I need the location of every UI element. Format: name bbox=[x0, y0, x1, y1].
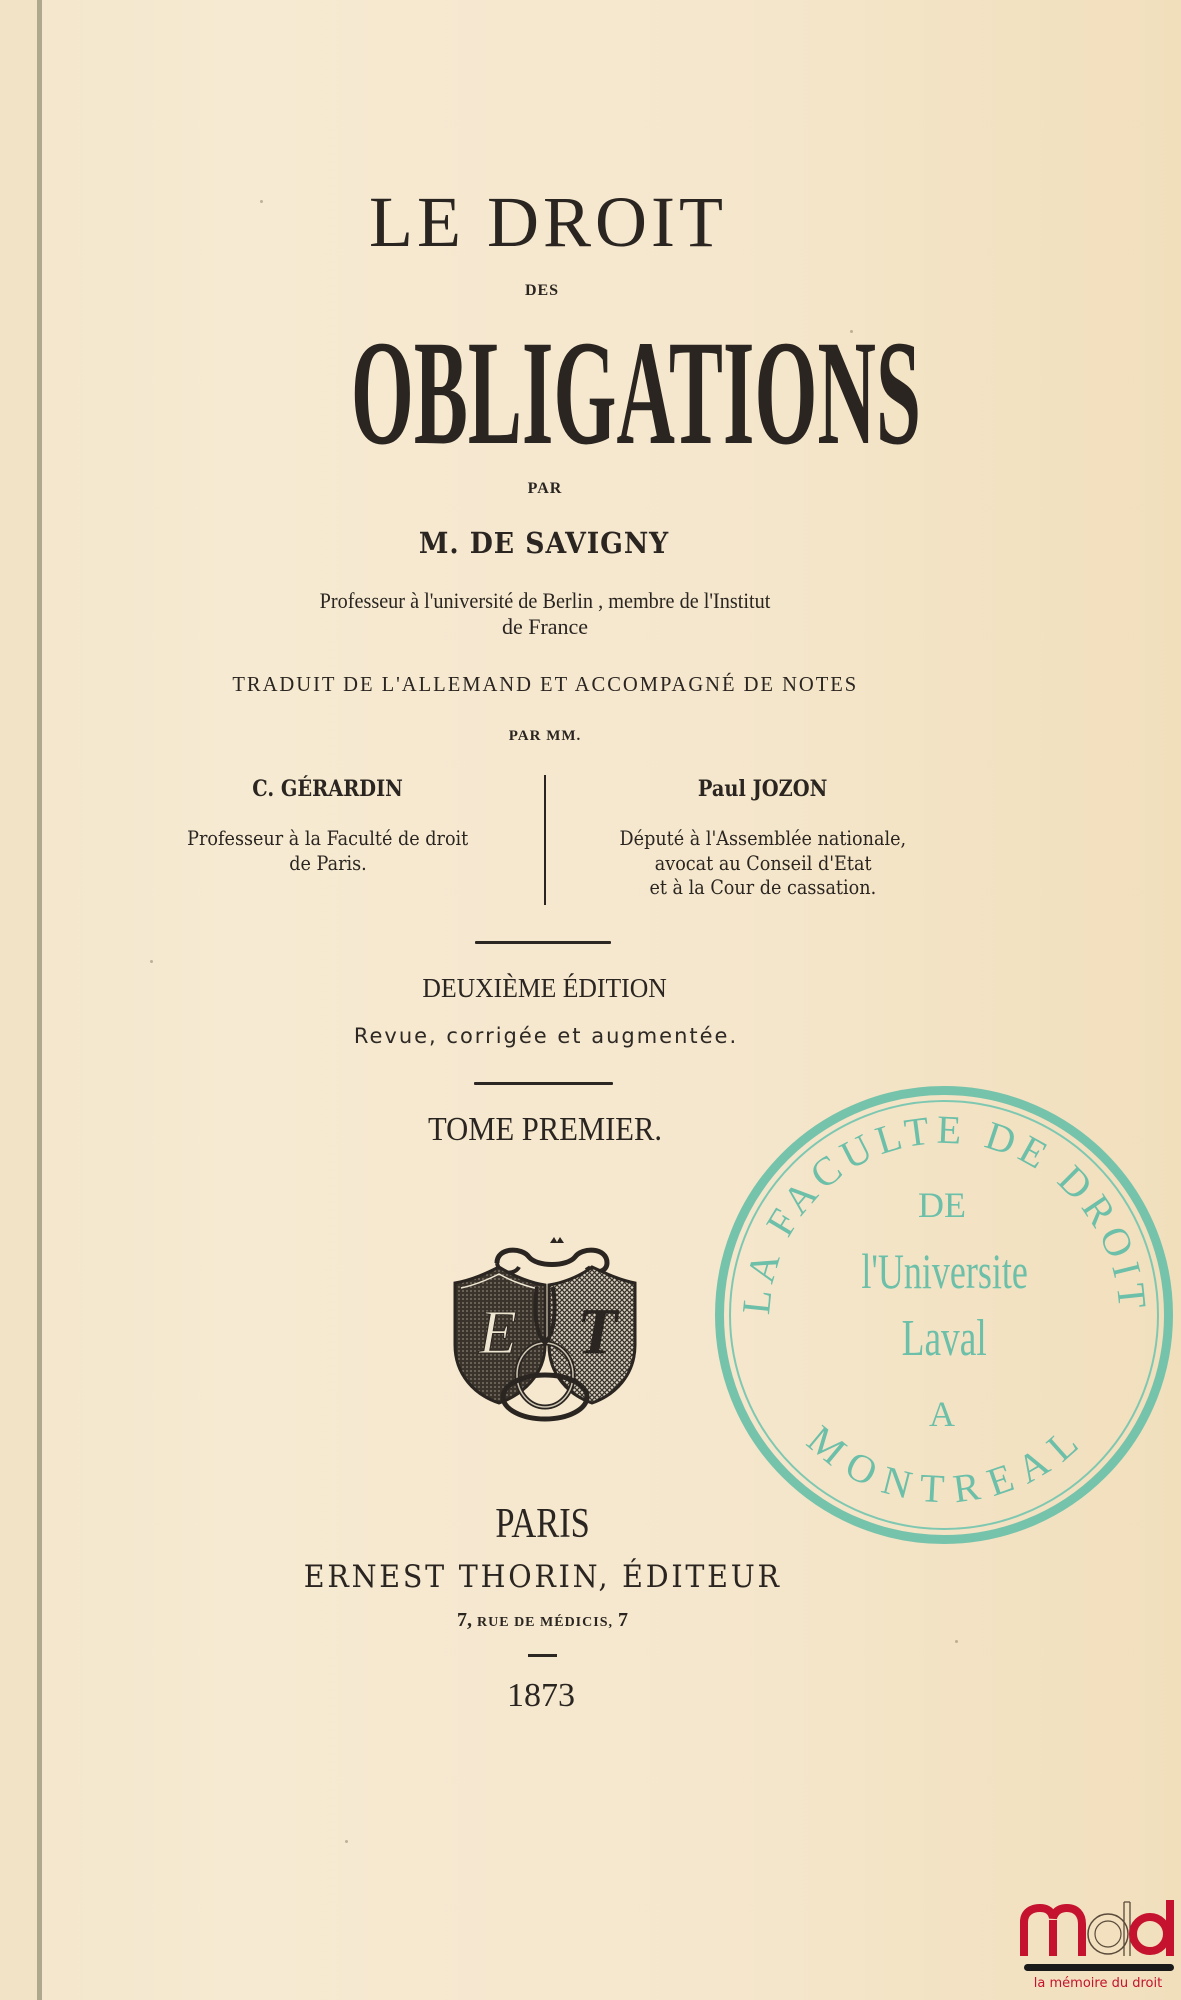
stamp-line bbox=[882, 1310, 1007, 1367]
divider-rule bbox=[474, 1082, 613, 1085]
edition-note-text: Revue, corrigée et augmentée. bbox=[353, 1024, 739, 1048]
translator-name bbox=[553, 776, 973, 802]
author-role-line-1 bbox=[180, 590, 910, 612]
mdd-watermark-logo bbox=[1018, 1900, 1178, 1996]
stamp-line-text: Laval bbox=[901, 1310, 988, 1367]
mdd-underline-bar bbox=[1024, 1964, 1174, 1971]
facing-page-edge bbox=[0, 0, 38, 2000]
mdd-letters-icon bbox=[1020, 1900, 1176, 1958]
main-title-text: OBLIGATIONS bbox=[350, 310, 922, 476]
title-line-1 bbox=[362, 182, 734, 262]
volume-label bbox=[380, 1113, 710, 1147]
svg-text:T: T bbox=[577, 1295, 618, 1368]
translator-description-line: Professeur à la Faculté de droit bbox=[187, 826, 469, 850]
publication-city-text: PARIS bbox=[495, 1501, 590, 1547]
author-role-line-2: de France bbox=[501, 614, 589, 639]
edition-note bbox=[240, 1026, 852, 1047]
svg-text:E: E bbox=[479, 1299, 517, 1367]
author-name bbox=[385, 526, 703, 560]
translation-note-text: TRADUIT DE L'ALLEMAND ET ACCOMPAGNÉ DE NOTES bbox=[232, 672, 858, 696]
main-title bbox=[108, 310, 978, 476]
translator-description bbox=[553, 826, 973, 900]
column-divider bbox=[544, 775, 546, 905]
author-role-line-1-text: Professeur à l'université de Berlin , membre de l'Institut bbox=[319, 588, 771, 613]
publisher-emblem-icon bbox=[437, 1225, 652, 1425]
volume-label-text: TOME PREMIER. bbox=[427, 1111, 663, 1148]
publisher-name bbox=[205, 1559, 880, 1595]
address-number: 7, bbox=[457, 1609, 473, 1631]
edition-label-text: DEUXIÈME ÉDITION bbox=[422, 973, 668, 1003]
publication-year: 1873 bbox=[507, 1677, 575, 1714]
translation-note bbox=[135, 674, 955, 695]
stamp-line: DE bbox=[918, 1185, 966, 1225]
paper-speck bbox=[345, 1840, 348, 1843]
author-name-text: M. DE SAVIGNY bbox=[418, 526, 670, 560]
translator-gerardin bbox=[118, 774, 538, 875]
translator-name bbox=[118, 776, 538, 802]
translator-description bbox=[118, 826, 538, 875]
stamp-line bbox=[827, 1243, 1062, 1299]
address-number: 7 bbox=[617, 1609, 628, 1631]
mdd-tagline: la mémoire du droit bbox=[1033, 1976, 1163, 1991]
translator-description-line: avocat au Conseil d'Etat bbox=[654, 850, 872, 875]
address-street: RUE DE MÉDICIS, bbox=[477, 1615, 613, 1630]
short-rule bbox=[528, 1654, 557, 1657]
title-connector: DES bbox=[524, 282, 560, 299]
title-line-1-text: LE DROIT bbox=[369, 182, 727, 262]
paper-speck bbox=[260, 200, 263, 203]
svg-text:LA FACULTE DE DROIT: LA FACULTE DE DROIT bbox=[733, 1106, 1156, 1317]
translator-description-line: de Paris. bbox=[289, 850, 367, 875]
divider-rule bbox=[475, 941, 611, 944]
publisher-address bbox=[400, 1610, 685, 1630]
book-gutter-line bbox=[37, 0, 42, 2000]
paper-speck bbox=[955, 1640, 958, 1643]
translator-name-text: C. GÉRARDIN bbox=[252, 776, 404, 802]
edition-label bbox=[300, 975, 790, 1002]
translators-label: PAR MM. bbox=[508, 728, 582, 744]
publisher-name-text: ERNEST THORIN, ÉDITEUR bbox=[303, 1559, 782, 1595]
paper-speck bbox=[150, 960, 153, 963]
translator-description-line: et à la Cour de cassation. bbox=[649, 875, 877, 899]
translator-jozon bbox=[553, 774, 973, 900]
by-label: PAR bbox=[527, 480, 563, 497]
stamp-line-text: l'Universite bbox=[861, 1243, 1028, 1299]
translator-description-line: Député à l'Assemblée nationale, bbox=[619, 826, 907, 850]
stamp-line: A bbox=[929, 1394, 955, 1434]
library-stamp bbox=[712, 1083, 1176, 1547]
svg-text:MONTREAL: MONTREAL bbox=[798, 1415, 1091, 1512]
publication-city bbox=[450, 1503, 635, 1545]
translator-name-text: Paul JOZON bbox=[698, 776, 828, 802]
